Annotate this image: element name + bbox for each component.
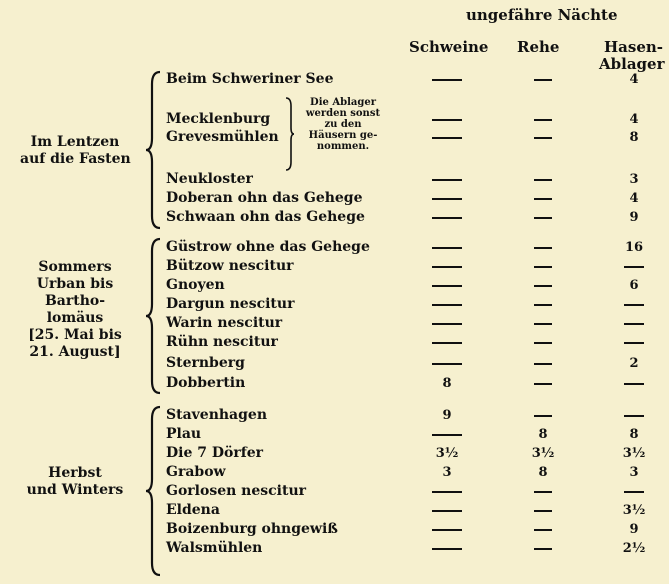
cell-hasen: 4	[629, 112, 639, 127]
dash-mark	[624, 304, 644, 306]
cell-rehe: 8	[538, 427, 548, 442]
dash-mark	[432, 137, 462, 139]
dash-mark	[534, 137, 552, 139]
dash-mark	[432, 323, 462, 325]
dash-mark	[534, 79, 552, 81]
cell-schweine	[427, 260, 467, 273]
dash-mark	[534, 383, 552, 385]
brace-sommers	[144, 237, 164, 395]
dash-mark	[432, 548, 462, 550]
dash-mark	[534, 415, 552, 417]
dash-mark	[624, 342, 644, 344]
place-name: Plau	[166, 426, 202, 442]
cell-schweine	[427, 211, 467, 224]
cell-hasen	[612, 336, 656, 349]
cell-hasen: 3	[629, 465, 639, 480]
cell-rehe	[523, 279, 563, 292]
dash-mark	[534, 510, 552, 512]
cell-rehe	[523, 73, 563, 86]
header-col-hasen: Hasen-	[604, 38, 664, 56]
brace-note	[283, 96, 295, 172]
cell-hasen	[612, 317, 656, 330]
cell-hasen	[612, 260, 656, 273]
cell-hasen: 2	[629, 356, 639, 371]
dash-mark	[432, 247, 462, 249]
place-name: Grabow	[166, 464, 226, 480]
place-name: Warin nescitur	[166, 315, 283, 331]
cell-hasen: 4	[629, 191, 639, 206]
place-name: Stavenhagen	[166, 407, 267, 423]
brace-lentzen	[144, 70, 164, 230]
dash-mark	[624, 266, 644, 268]
cell-hasen	[612, 298, 656, 311]
dash-mark	[534, 179, 552, 181]
dash-mark	[534, 285, 552, 287]
cell-hasen: 9	[629, 210, 639, 225]
cell-rehe	[523, 211, 563, 224]
dash-mark	[432, 434, 462, 436]
dash-mark	[534, 247, 552, 249]
dash-mark	[432, 79, 462, 81]
cell-hasen: 2½	[622, 541, 646, 556]
place-name: Beim Schweriner See	[166, 71, 334, 87]
dash-mark	[432, 510, 462, 512]
cell-rehe	[523, 260, 563, 273]
cell-schweine	[427, 523, 467, 536]
cell-rehe	[523, 485, 563, 498]
dash-mark	[534, 266, 552, 268]
cell-rehe	[523, 504, 563, 517]
dash-mark	[432, 266, 462, 268]
dash-mark	[534, 363, 552, 365]
dash-mark	[534, 491, 552, 493]
cell-schweine	[427, 173, 467, 186]
cell-hasen: 3½	[622, 503, 646, 518]
cell-rehe	[523, 542, 563, 555]
cell-schweine	[427, 504, 467, 517]
dash-mark	[432, 217, 462, 219]
cell-schweine: 3½	[435, 446, 459, 461]
place-name: Schwaan ohn das Gehege	[166, 209, 365, 225]
place-name: Eldena	[166, 502, 220, 518]
dash-mark	[432, 179, 462, 181]
cell-hasen: 8	[629, 427, 639, 442]
place-name: Mecklenburg	[166, 111, 271, 127]
cell-schweine: 3	[442, 465, 452, 480]
dash-mark	[432, 119, 462, 121]
place-name: Gorlosen nescitur	[166, 483, 306, 499]
place-name: Rühn nescitur	[166, 334, 278, 350]
header-col-schweine: Schweine	[409, 38, 489, 56]
cell-rehe	[523, 298, 563, 311]
dash-mark	[432, 491, 462, 493]
cell-rehe: 3½	[531, 446, 555, 461]
dash-mark	[624, 383, 644, 385]
cell-rehe	[523, 523, 563, 536]
cell-hasen: 8	[629, 130, 639, 145]
place-name: Grevesmühlen	[166, 129, 279, 145]
dash-mark	[534, 119, 552, 121]
cell-hasen: 16	[624, 240, 644, 255]
header-group-title: ungefähre Nächte	[466, 6, 618, 24]
cell-schweine	[427, 485, 467, 498]
place-name: Güstrow ohne das Gehege	[166, 239, 370, 255]
cell-schweine	[427, 192, 467, 205]
note-ablager: Die Ablager werden sonst zu den Häusern ge- nommen.	[305, 97, 381, 152]
place-name: Die 7 Dörfer	[166, 445, 264, 461]
dash-mark	[432, 342, 462, 344]
cell-rehe	[523, 192, 563, 205]
cell-schweine: 9	[442, 408, 452, 423]
cell-hasen: 6	[629, 278, 639, 293]
cell-rehe	[523, 173, 563, 186]
place-name: Sternberg	[166, 355, 245, 371]
cell-rehe	[523, 336, 563, 349]
place-name: Boizenburg ohngewiß	[166, 521, 338, 537]
place-name: Gnoyen	[166, 277, 225, 293]
cell-hasen: 9	[629, 522, 639, 537]
cell-hasen	[612, 377, 656, 390]
dash-mark	[432, 304, 462, 306]
cell-schweine	[427, 542, 467, 555]
header-col-ablager: Ablager	[599, 55, 665, 73]
dash-mark	[432, 198, 462, 200]
dash-mark	[534, 198, 552, 200]
cell-schweine	[427, 317, 467, 330]
place-name: Doberan ohn das Gehege	[166, 190, 363, 206]
dash-mark	[624, 323, 644, 325]
cell-schweine	[427, 131, 467, 144]
cell-schweine	[427, 357, 467, 370]
cell-schweine	[427, 73, 467, 86]
cell-rehe	[523, 241, 563, 254]
dash-mark	[534, 342, 552, 344]
place-name: Dobbertin	[166, 375, 246, 391]
place-name: Walsmühlen	[166, 540, 263, 556]
cell-rehe	[523, 317, 563, 330]
dash-mark	[624, 415, 644, 417]
cell-rehe: 8	[538, 465, 548, 480]
cell-hasen: 3	[629, 172, 639, 187]
dash-mark	[534, 548, 552, 550]
dash-mark	[624, 491, 644, 493]
cell-schweine	[427, 336, 467, 349]
cell-hasen	[612, 485, 656, 498]
dash-mark	[432, 363, 462, 365]
dash-mark	[432, 529, 462, 531]
place-name: Neukloster	[166, 171, 253, 187]
cell-schweine	[427, 279, 467, 292]
cell-hasen: 4	[629, 72, 639, 87]
cell-rehe	[523, 357, 563, 370]
dash-mark	[534, 323, 552, 325]
cell-schweine	[427, 298, 467, 311]
cell-rehe	[523, 377, 563, 390]
cell-rehe	[523, 113, 563, 126]
season-herbst: Herbst und Winters	[26, 465, 124, 498]
cell-schweine	[427, 428, 467, 441]
dash-mark	[534, 529, 552, 531]
cell-rehe	[523, 131, 563, 144]
brace-herbst	[144, 405, 164, 577]
cell-schweine: 8	[442, 376, 452, 391]
cell-schweine	[427, 241, 467, 254]
cell-schweine	[427, 113, 467, 126]
dash-mark	[534, 304, 552, 306]
place-name: Dargun nescitur	[166, 296, 295, 312]
cell-rehe	[523, 409, 563, 422]
place-name: Bützow nescitur	[166, 258, 294, 274]
dash-mark	[534, 217, 552, 219]
cell-hasen	[612, 409, 656, 422]
header-col-rehe: Rehe	[517, 38, 560, 56]
season-sommers: Sommers Urban bis Bartho- lomäus [25. Mai bis 21. August]	[28, 259, 122, 360]
cell-hasen: 3½	[622, 446, 646, 461]
dash-mark	[432, 285, 462, 287]
season-lentzen: Im Lentzen auf die Fasten	[20, 134, 131, 167]
